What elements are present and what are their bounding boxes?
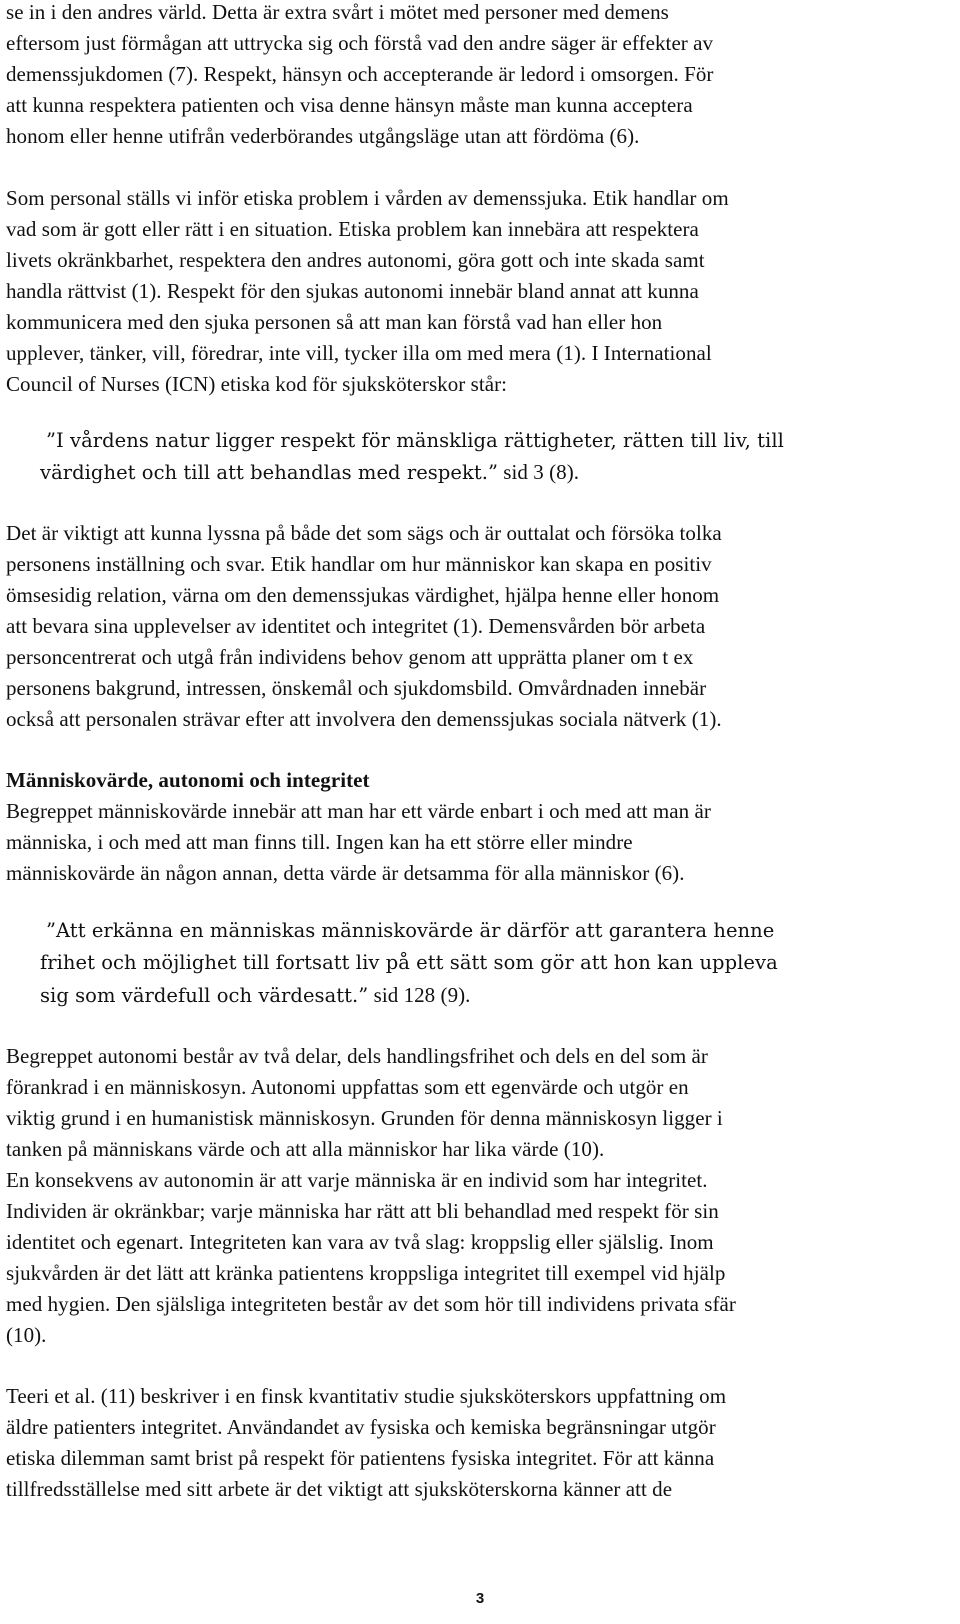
quote-text: värdighet och till att behandlas med respekt.” (40, 461, 498, 484)
text-line: Teeri et al. (11) beskriver i en finsk kvantitativ studie sjuksköterskors uppfattning om (6, 1384, 727, 1408)
text-line: etiska dilemman samt brist på respekt för patientens fysiska integritet. För att känna (6, 1446, 715, 1470)
text-line: honom eller henne utifrån vederbörandes utgångsläge utan att fördöma (6). (6, 124, 640, 148)
text-line: också att personalen strävar efter att involvera den demenssjukas sociala nätverk (1). (6, 707, 722, 731)
quote-citation: sid 128 (9). (368, 983, 471, 1007)
text-line: människa, i och med att man finns till. Ingen kan ha ett större eller mindre (6, 830, 633, 854)
text-line: tanken på människans värde och att alla människor har lika värde (10). (6, 1137, 605, 1161)
text-line: Council of Nurses (ICN) etiska kod för sjuksköterskor står: (6, 372, 508, 396)
text-line: förankrad i en människosyn. Autonomi uppfattas som ett egenvärde och utgör en (6, 1075, 689, 1099)
block-quote-line: frihet och möjlighet till fortsatt liv på ett sätt som gör att hon kan uppleva (40, 951, 778, 974)
text-line: Begreppet autonomi består av två delar, dels handlingsfrihet och dels en del som är (6, 1044, 708, 1068)
text-line: (10). (6, 1323, 47, 1347)
block-quote-line (40, 983, 470, 1008)
text-line: med hygien. Den själsliga integriteten består av det som hör till individens privata sfär (6, 1292, 736, 1316)
text-line: demenssjukdomen (7). Respekt, hänsyn och accepterande är ledord i omsorgen. För (6, 62, 714, 86)
block-quote-line: ”Att erkänna en människas människovärde är därför att garantera henne (46, 919, 775, 942)
text-line: upplever, tänker, vill, föredrar, inte vill, tycker illa om med mera (1). I International (6, 341, 712, 365)
text-line: kommunicera med den sjuka personen så att man kan förstå vad han eller hon (6, 310, 663, 334)
text-line: personens inställning och svar. Etik handlar om hur människor kan skapa en positiv (6, 552, 712, 576)
text-line: vad som är gott eller rätt i en situation. Etiska problem kan innebära att respektera (6, 217, 699, 241)
text-line: sjukvården är det lätt att kränka patientens kroppsliga integritet till exempel vid hjälp (6, 1261, 726, 1285)
quote-text: sig som värdefull och värdesatt.” (40, 984, 369, 1007)
block-quote-line (40, 460, 579, 485)
text-line: Det är viktigt att kunna lyssna på både det som sägs och är outtalat och försöka tolka (6, 521, 722, 545)
section-heading: Människovärde, autonomi och integritet (6, 768, 370, 792)
block-quote-line: ”I vårdens natur ligger respekt för mänskliga rättigheter, rätten till liv, till (46, 429, 784, 452)
text-line: livets okränkbarhet, respektera den andres autonomi, göra gott och inte skada samt (6, 248, 705, 272)
text-line: att bevara sina upplevelser av identitet och integritet (1). Demensvården bör arbeta (6, 614, 706, 638)
text-line: äldre patienters integritet. Användandet av fysiska och kemiska begränsningar utgör (6, 1415, 716, 1439)
text-line: människovärde än någon annan, detta värde är detsamma för alla människor (6). (6, 861, 685, 885)
text-line: tillfredsställelse med sitt arbete är det viktigt att sjuksköterskorna känner att de (6, 1477, 673, 1501)
text-line: Som personal ställs vi inför etiska problem i vården av demenssjuka. Etik handlar om (6, 186, 729, 210)
page-number: 3 (475, 1590, 485, 1607)
text-line: viktig grund i en humanistisk människosyn. Grunden för denna människosyn ligger i (6, 1106, 723, 1130)
text-line: En konsekvens av autonomin är att varje människa är en individ som har integritet. (6, 1168, 708, 1192)
text-line: personens bakgrund, intressen, önskemål och sjukdomsbild. Omvårdnaden innebär (6, 676, 707, 700)
text-line: handla rättvist (1). Respekt för den sjukas autonomi innebär bland annat att kunna (6, 279, 699, 303)
text-line: personcentrerat och utgå från individens behov genom att upprätta planer om t ex (6, 645, 694, 669)
text-line: ömsesidig relation, värna om den demenssjukas värdighet, hjälpa henne eller honom (6, 583, 720, 607)
text-line: identitet och egenart. Integriteten kan vara av två slag: kroppslig eller själslig. Inom (6, 1230, 714, 1254)
text-line: Begreppet människovärde innebär att man har ett värde enbart i och med att man är (6, 799, 711, 823)
text-line: att kunna respektera patienten och visa denne hänsyn måste man kunna acceptera (6, 93, 693, 117)
text-line: eftersom just förmågan att uttrycka sig och förstå vad den andre säger är effekter av (6, 31, 714, 55)
quote-citation: sid 3 (8). (498, 460, 580, 484)
text-line: Individen är okränkbar; varje människa har rätt att bli behandlad med respekt för sin (6, 1199, 719, 1223)
text-line: se in i den andres värld. Detta är extra svårt i mötet med personer med demens (6, 0, 669, 24)
